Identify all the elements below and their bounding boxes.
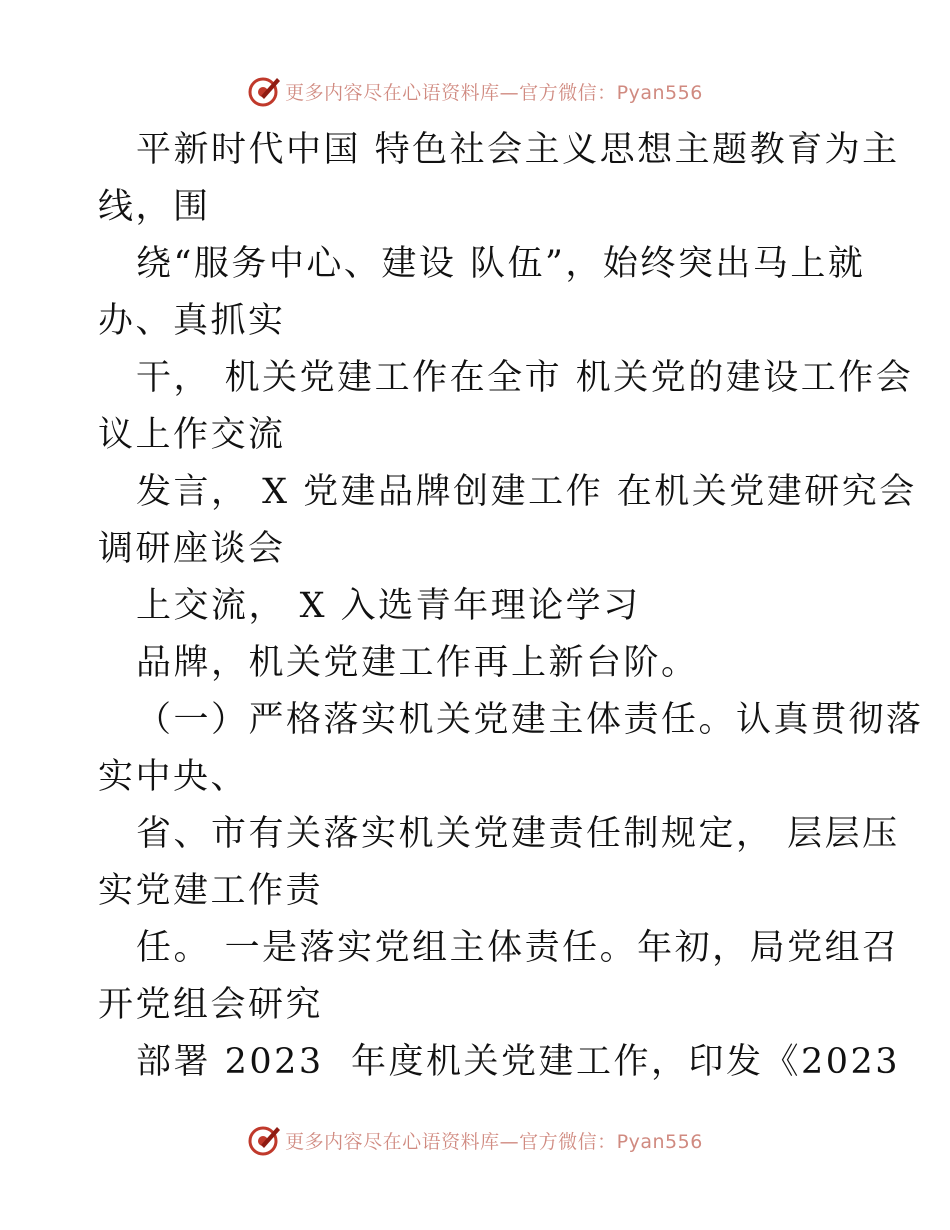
text-line: 品牌，机关党建工作再上新台阶。 [136, 643, 699, 683]
text-line: 省、市有关落实机关党建责任制规定， 层层压 [136, 814, 900, 854]
text-line: 调研座谈会 [98, 529, 286, 569]
text-line: 上交流， X 入选青年理论学习 [136, 586, 641, 626]
text-line: 线，围 [98, 187, 211, 227]
pen-seal-icon [247, 1123, 281, 1157]
watermark-text: 更多内容尽在心语资料库—官方微信：Pyan556 [285, 1130, 703, 1153]
text-line: 绕“服务中心、建设 队伍”，始终突出马上就 [136, 244, 866, 284]
watermark-text: 更多内容尽在心语资料库—官方微信：Pyan556 [285, 81, 703, 104]
text-line: 平新时代中国 特色社会主义思想主题教育为主 [136, 130, 900, 170]
text-line: 部署 2023 年度机关党建工作，印发《2023 [136, 1042, 901, 1082]
footer-watermark [0, 1120, 950, 1160]
text-line: 干， 机关党建工作在全市 机关党的建设工作会 [136, 358, 914, 398]
text-line: 实党建工作责 [98, 871, 324, 911]
text-line: 办、真抓实 [98, 301, 286, 341]
text-line: 开党组会研究 [98, 985, 324, 1025]
text-line: 议上作交流 [98, 415, 286, 455]
pen-seal-icon [247, 74, 281, 108]
text-line: （一）严格落实机关党建主体责任。认真贯彻落 [136, 700, 924, 740]
header-watermark [0, 71, 950, 111]
text-line: 任。 一是落实党组主体责任。年初，局党组召 [136, 928, 900, 968]
text-line: 实中央、 [98, 757, 249, 797]
text-line: 发言， X 党建品牌创建工作 在机关党建研究会 [136, 472, 917, 512]
